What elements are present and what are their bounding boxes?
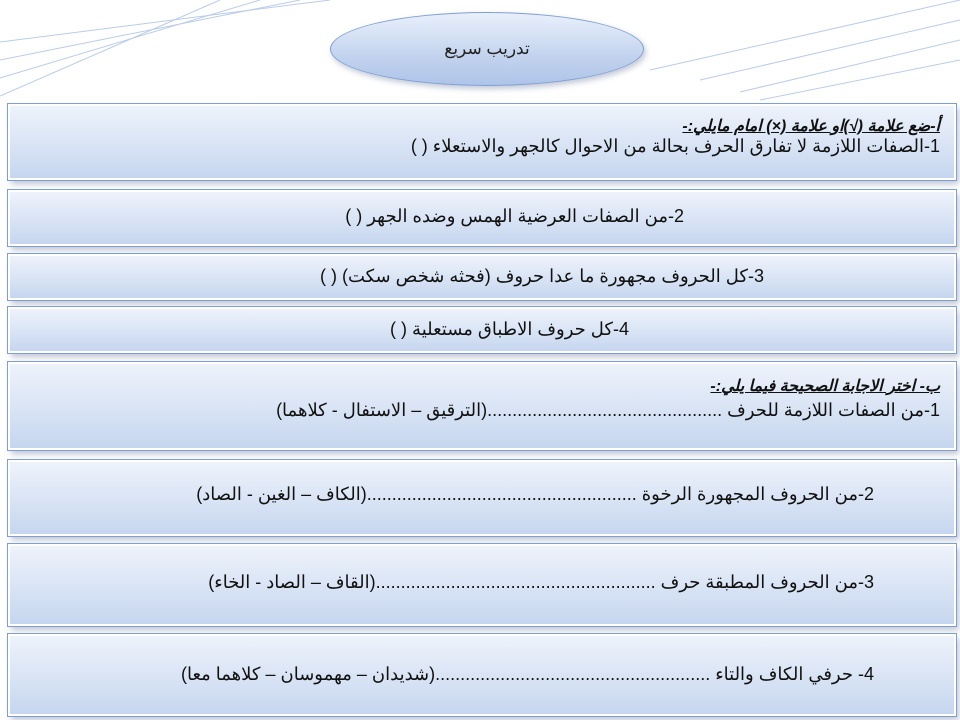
page-title: تدريب سريع: [444, 39, 530, 58]
question-a3: 3-كل الحروف مجهورة ما عدا حروف (فحثه شخص سكت) ( ): [319, 266, 764, 286]
question-box-a1: [8, 104, 956, 180]
question-b2: 2-من الحروف المجهورة الرخوة ......................................................(الكاف – الغين - الصاد): [196, 484, 874, 504]
question-a2: 2-من الصفات العرضية الهمس وضده الجهر ( ): [345, 206, 684, 226]
question-box-a4: [8, 307, 956, 353]
question-b3: 3-من الحروف المطبقة حرف ........................................................(القاف – الصاد - الخاء): [208, 572, 874, 592]
title-banner: [330, 12, 644, 86]
question-b1: 1-من الصفات اللازمة للحرف ...............................................(الترقيق – الاستفال - كلاهما): [276, 400, 940, 420]
question-box-b2: [8, 460, 956, 536]
question-box-b1: [8, 362, 956, 450]
question-box-b3: [8, 544, 956, 626]
question-box-a2: [8, 190, 956, 246]
question-b4: 4- حرفي الكاف والتاء .......................................................(شديدان – مهموسان – كلاهما معا): [180, 664, 874, 684]
question-box-b4: [8, 634, 956, 716]
section-a-heading: أ-ضع علامة (√)او علامة (×) امام مايلي:-: [682, 118, 940, 135]
question-box-a3: [8, 254, 956, 300]
section-b-heading: ب- اختر الاجابة الصحيحة فيما يلي:-: [710, 378, 940, 395]
question-a1: 1-الصفات اللازمة لا تفارق الحرف بحالة من الاحوال كالجهر والاستعلاء ( ): [410, 136, 940, 156]
question-a4: 4-كل حروف الاطباق مستعلية ( ): [390, 319, 629, 339]
